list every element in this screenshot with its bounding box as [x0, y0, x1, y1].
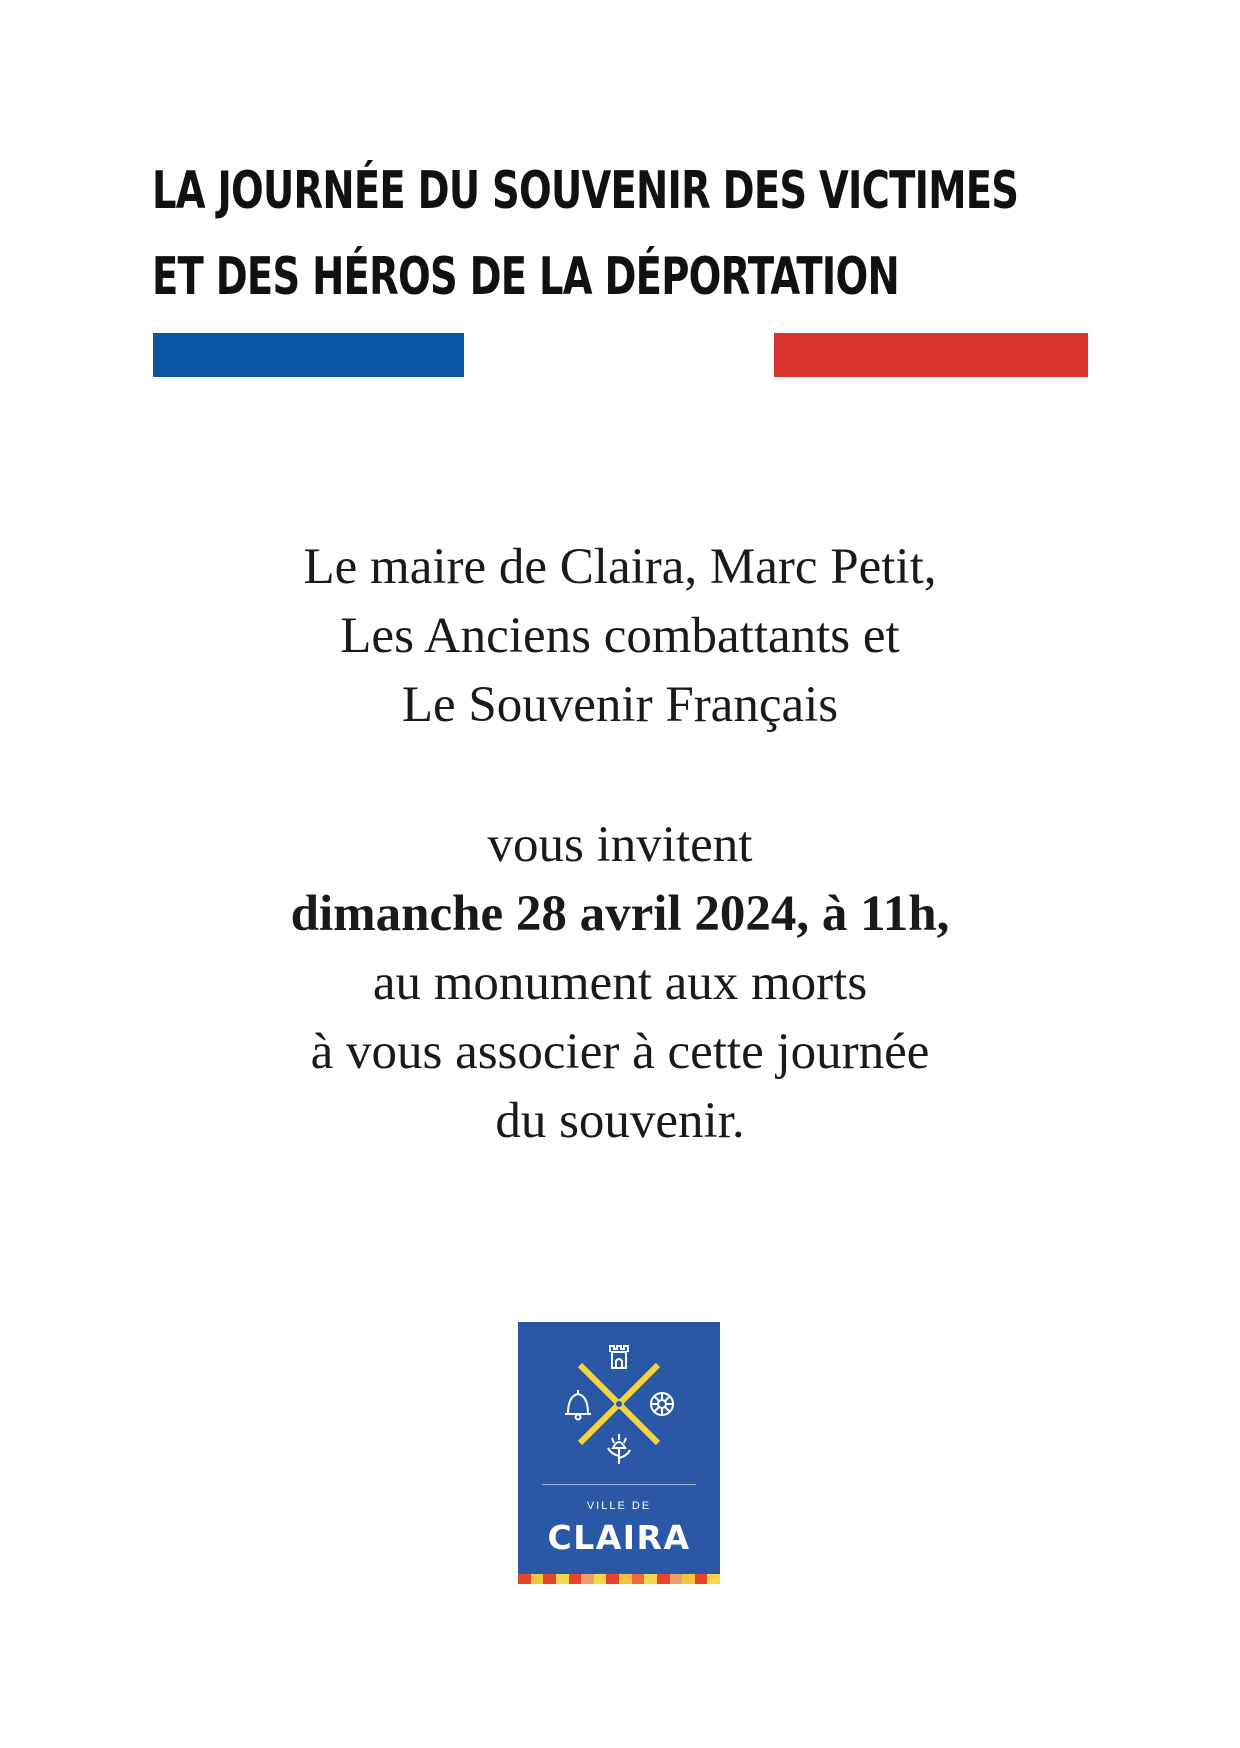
bell-icon — [565, 1390, 591, 1420]
hosts-line-1: Le maire de Claira, Marc Petit, — [303, 539, 937, 595]
logo-color-bar — [518, 1574, 720, 1584]
flag-stripe-red — [774, 333, 1088, 377]
logo-bar-segment — [556, 1574, 569, 1584]
logo-bar-segment — [581, 1574, 594, 1584]
logo-bar-segment — [518, 1574, 531, 1584]
logo-bar-segment — [606, 1574, 619, 1584]
logo-bar-segment — [619, 1574, 632, 1584]
logo-bar-segment — [682, 1574, 695, 1584]
logo-bar-segment — [632, 1574, 645, 1584]
windmill-icon — [580, 1365, 658, 1443]
logo-subtitle: VILLE DE — [586, 1500, 652, 1512]
title-line-2: ET DES HÉROS DE LA DÉPORTATION — [152, 247, 899, 307]
invitation-line-4: à vous associer à cette journée — [310, 1024, 930, 1080]
logo-divider — [542, 1484, 696, 1485]
hosts-line-3: Le Souvenir Français — [401, 677, 839, 733]
invitation-line-1: vous invitent — [487, 817, 753, 873]
logo-bar-segment — [543, 1574, 556, 1584]
hosts-block — [0, 533, 1240, 740]
logo-emblem — [518, 1322, 720, 1482]
logo-bar-segment — [707, 1574, 720, 1584]
sun-icon — [651, 1393, 673, 1415]
flag-stripe-blue — [153, 333, 464, 377]
ville-de-claira-logo — [518, 1322, 720, 1584]
invitation-block — [0, 811, 1240, 1156]
logo-wordmark: CLAIRA — [547, 1518, 691, 1557]
logo-bar-segment — [594, 1574, 607, 1584]
event-date: dimanche 28 avril 2024, à 11h, — [290, 886, 950, 942]
tower-icon — [610, 1346, 628, 1368]
logo-bar-segment — [657, 1574, 670, 1584]
logo-bar-segment — [670, 1574, 683, 1584]
invitation-line-3: au monument aux morts — [372, 955, 868, 1011]
invitation-line-5: du souvenir. — [495, 1093, 745, 1149]
logo-bar-segment — [695, 1574, 708, 1584]
logo-bar-segment — [569, 1574, 582, 1584]
hosts-line-2: Les Anciens combattants et — [340, 608, 900, 664]
page-title — [152, 148, 1019, 320]
logo-bar-segment — [644, 1574, 657, 1584]
thistle-icon — [608, 1434, 630, 1464]
logo-bar-segment — [531, 1574, 544, 1584]
title-line-1: LA JOURNÉE DU SOUVENIR DES VICTIMES — [152, 161, 1019, 221]
